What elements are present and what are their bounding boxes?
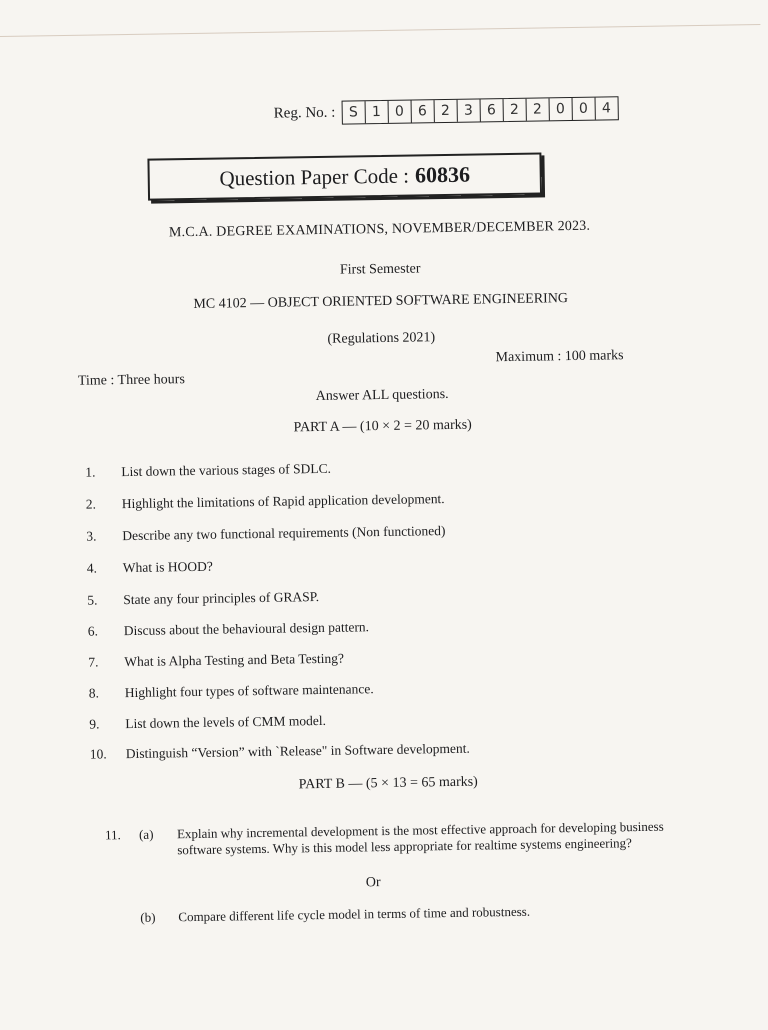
question-text: Highlight four types of software maintenance.: [124, 681, 374, 701]
question-number: 10.: [89, 746, 107, 762]
question-text: Describe any two functional requirements (Non functioned): [122, 523, 446, 544]
question-item: [86, 491, 445, 513]
course-title: MC 4102 — OBJECT ORIENTED SOFTWARE ENGINEERING: [193, 291, 569, 312]
maximum-marks: Maximum : 100 marks: [495, 348, 624, 366]
question-sub-label: (a): [138, 826, 154, 842]
question-number: 9.: [89, 716, 100, 732]
question-text: List down the various stages of SDLC.: [121, 460, 332, 480]
question-number: 2.: [85, 496, 97, 512]
exam-time: Time : Three hours: [77, 372, 185, 389]
question-text: List down the levels of CMM model.: [125, 712, 326, 732]
question-number: 8.: [88, 685, 100, 701]
question-sub-label: (b): [140, 909, 156, 925]
question-item: [88, 619, 369, 639]
question-number: 4.: [86, 560, 98, 576]
question-text: Discuss about the behavioural design pattern.: [123, 619, 370, 639]
question-paper-code-box: [147, 152, 542, 200]
question-item: [87, 589, 319, 609]
question-text: What is Alpha Testing and Beta Testing?: [124, 650, 344, 670]
question-text: Explain why incremental development is the most effective approach for developing business software systems. Why is this model less appropriate for realtime systems engineering?: [176, 818, 664, 858]
question-number: 1.: [85, 464, 96, 480]
reg-no-label: Reg. No. :: [273, 104, 336, 122]
question-text: Distinguish “Version” with `Release" in Software development.: [125, 740, 470, 762]
reg-no-digit: 0: [572, 98, 595, 120]
question-11b: [106, 902, 668, 927]
reg-no-digit: 0: [549, 98, 572, 120]
reg-no-boxes: [341, 96, 618, 124]
exam-title: M.C.A. DEGREE EXAMINATIONS, NOVEMBER/DECEMBER 2023.: [168, 218, 591, 241]
question-number: 3.: [86, 528, 97, 544]
question-text: What is HOOD?: [122, 558, 213, 576]
question-11a: [105, 819, 667, 860]
part-b-heading: PART B — (5 × 13 = 65 marks): [298, 774, 478, 793]
reg-no-digit: 3: [457, 99, 480, 121]
instruction: Answer ALL questions.: [315, 386, 449, 405]
question-item: [88, 651, 344, 671]
question-text: Highlight the limitations of Rapid application development.: [121, 491, 445, 512]
or-separator: Or: [365, 875, 381, 891]
reg-no-digit: 0: [388, 101, 411, 123]
reg-no-digit: 6: [411, 100, 434, 122]
reg-no-digit: 6: [480, 99, 503, 121]
reg-no-digit: 2: [503, 99, 526, 121]
reg-no-digit: 1: [365, 101, 388, 123]
question-number: 7.: [88, 654, 99, 670]
page-edge-line: [0, 24, 760, 37]
reg-no-digit: 2: [526, 98, 549, 120]
part-a-heading: PART A — (10 × 2 = 20 marks): [293, 417, 472, 436]
question-item: [90, 741, 470, 763]
question-item: [87, 559, 213, 577]
question-text: State any four principles of GRASP.: [123, 589, 320, 608]
question-paper-code-number: 60836: [414, 161, 471, 188]
regulations: (Regulations 2021): [327, 330, 436, 347]
question-item: [86, 523, 445, 545]
reg-no-digit: 4: [601, 100, 611, 117]
reg-no-digit: 2: [434, 100, 457, 122]
question-number: 5.: [87, 592, 98, 608]
reg-no-digit: S: [342, 101, 365, 123]
question-text: Compare different life cycle model in terms of time and robustness.: [178, 903, 531, 925]
question-paper-code-label: Question Paper Code :: [219, 163, 410, 191]
question-number: 11.: [104, 827, 121, 843]
question-item: [85, 461, 331, 481]
semester: First Semester: [339, 261, 421, 278]
question-item: [89, 713, 326, 733]
reg-no: [274, 96, 619, 125]
question-number: 6.: [87, 623, 99, 639]
question-item: [89, 681, 374, 701]
